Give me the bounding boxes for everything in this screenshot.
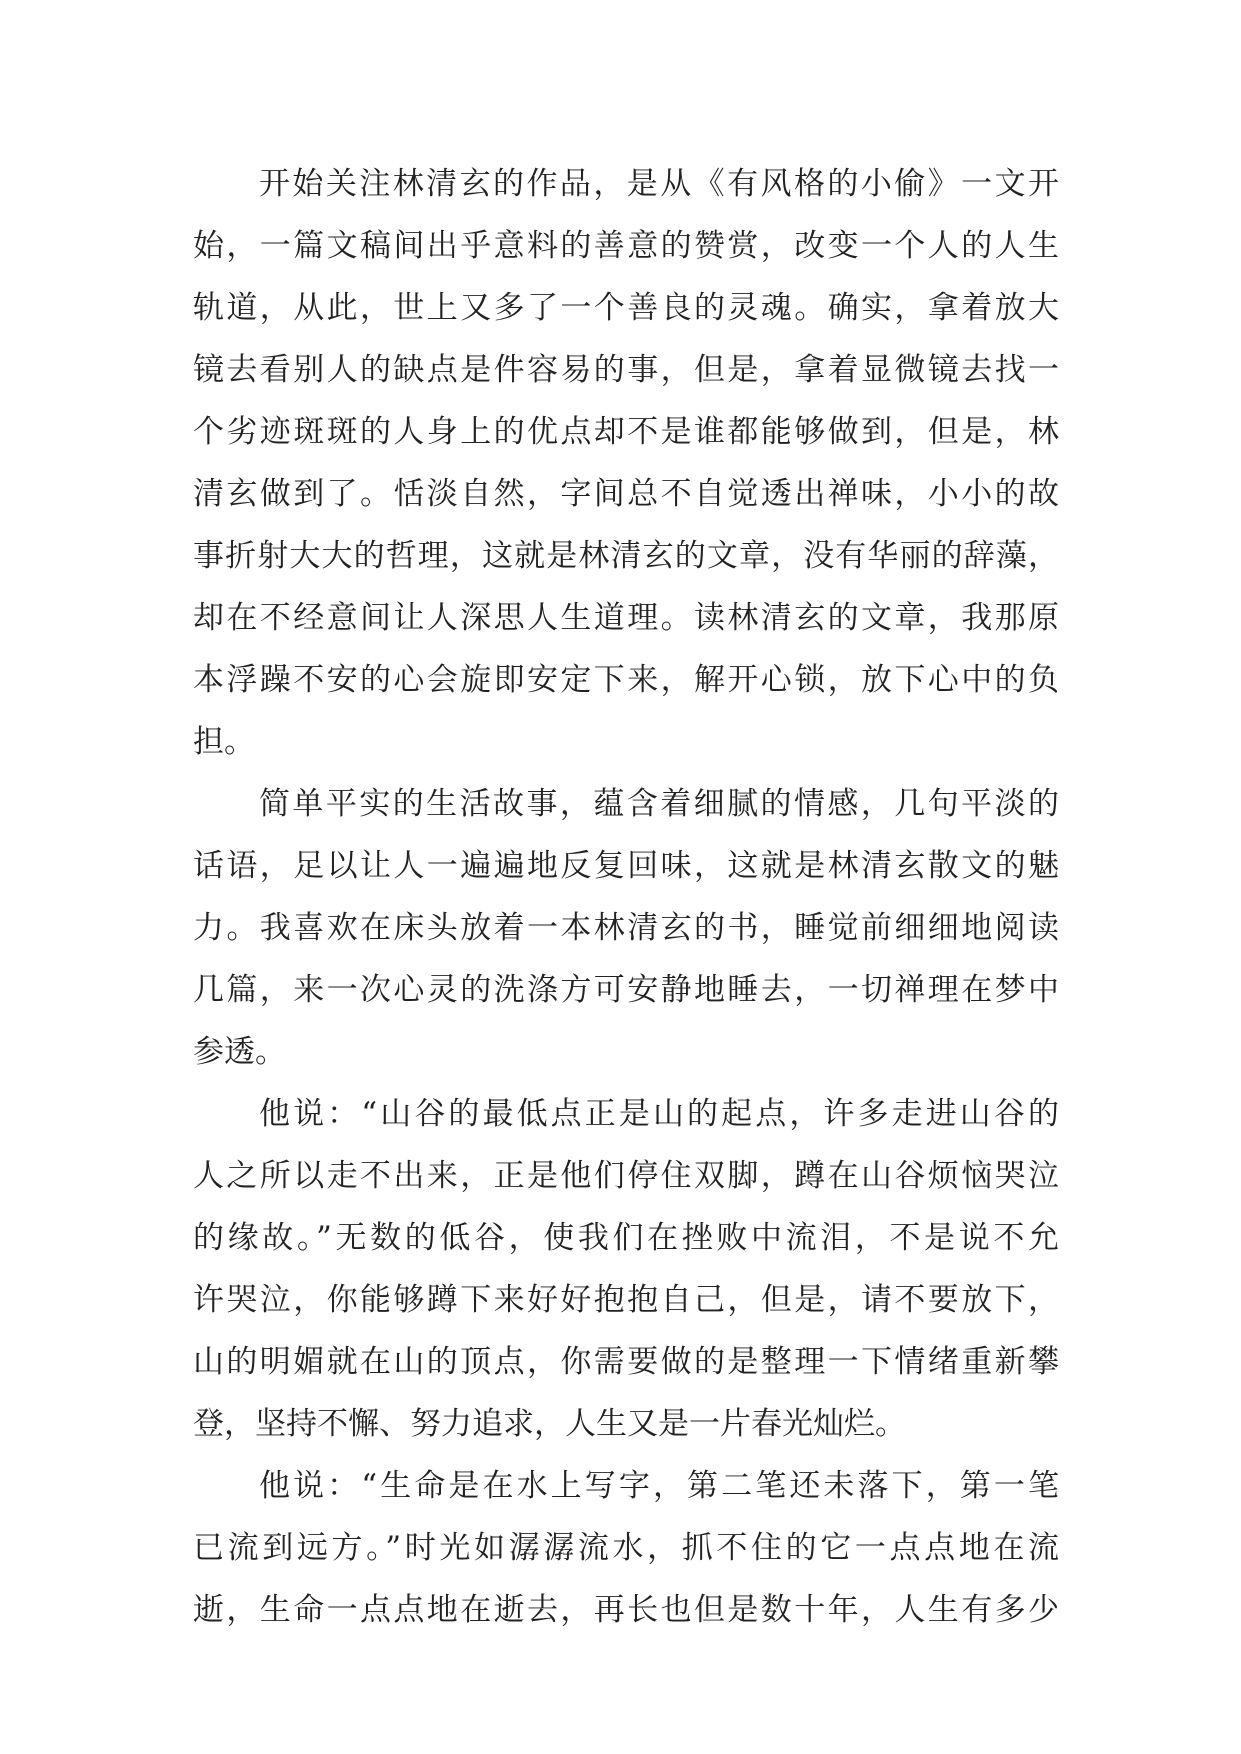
text-line: 镜去看别人的缺点是件容易的事，但是，拿着显微镜去找一 [193, 352, 1059, 388]
paragraph-3 [193, 1083, 1059, 1455]
paragraph-2 [193, 773, 1059, 1083]
text-line: 个劣迹斑斑的人身上的优点却不是谁都能够做到，但是，林 [193, 414, 1059, 450]
text-line: 人之所以走不出来，正是他们停住双脚，蹲在山谷烦恼哭泣 [193, 1158, 1059, 1194]
text-line: 逝，生命一点点地在逝去，再长也但是数十年，人生有多少 [193, 1592, 1059, 1628]
text-line: 担。 [193, 724, 255, 760]
text-line: 山的明媚就在山的顶点，你需要做的是整理一下情绪重新攀 [193, 1344, 1059, 1380]
paragraph-4 [193, 1455, 1059, 1641]
article-body [193, 153, 1059, 1641]
text-line: 他说：“山谷的最低点正是山的起点，许多走进山谷的 [259, 1096, 1059, 1132]
paragraph-1 [193, 153, 1059, 773]
text-line: 简单平实的生活故事，蕴含着细腻的情感，几句平淡的 [259, 786, 1059, 822]
text-line: 的缘故。”无数的低谷，使我们在挫败中流泪，不是说不允 [193, 1220, 1059, 1256]
text-line: 参透。 [193, 1034, 286, 1070]
text-line: 轨道，从此，世上又多了一个善良的灵魂。确实，拿着放大 [193, 290, 1059, 326]
text-line: 始，一篇文稿间出乎意料的善意的赞赏，改变一个人的人生 [193, 228, 1059, 264]
text-line: 许哭泣，你能够蹲下来好好抱抱自己，但是，请不要放下， [193, 1282, 1059, 1318]
text-line: 却在不经意间让人深思人生道理。读林清玄的文章，我那原 [193, 600, 1059, 636]
text-line: 他说：“生命是在水上写字，第二笔还未落下，第一笔 [259, 1468, 1059, 1504]
text-line: 几篇，来一次心灵的洗涤方可安静地睡去，一切禅理在梦中 [193, 972, 1059, 1008]
text-line: 本浮躁不安的心会旋即安定下来，解开心锁，放下心中的负 [193, 662, 1059, 698]
text-line: 清玄做到了。恬淡自然，字间总不自觉透出禅味，小小的故 [193, 476, 1059, 512]
text-line: 事折射大大的哲理，这就是林清玄的文章，没有华丽的辞藻， [193, 538, 1059, 574]
text-line: 开始关注林清玄的作品，是从《有风格的小偷》一文开 [259, 166, 1059, 202]
text-line: 力。我喜欢在床头放着一本林清玄的书，睡觉前细细地阅读 [193, 910, 1059, 946]
text-line: 已流到远方。”时光如潺潺流水，抓不住的它一点点地在流 [193, 1530, 1059, 1566]
text-line: 话语，足以让人一遍遍地反复回味，这就是林清玄散文的魅 [193, 848, 1059, 884]
text-line: 登，坚持不懈、努力追求，人生又是一片春光灿烂。 [193, 1406, 906, 1442]
